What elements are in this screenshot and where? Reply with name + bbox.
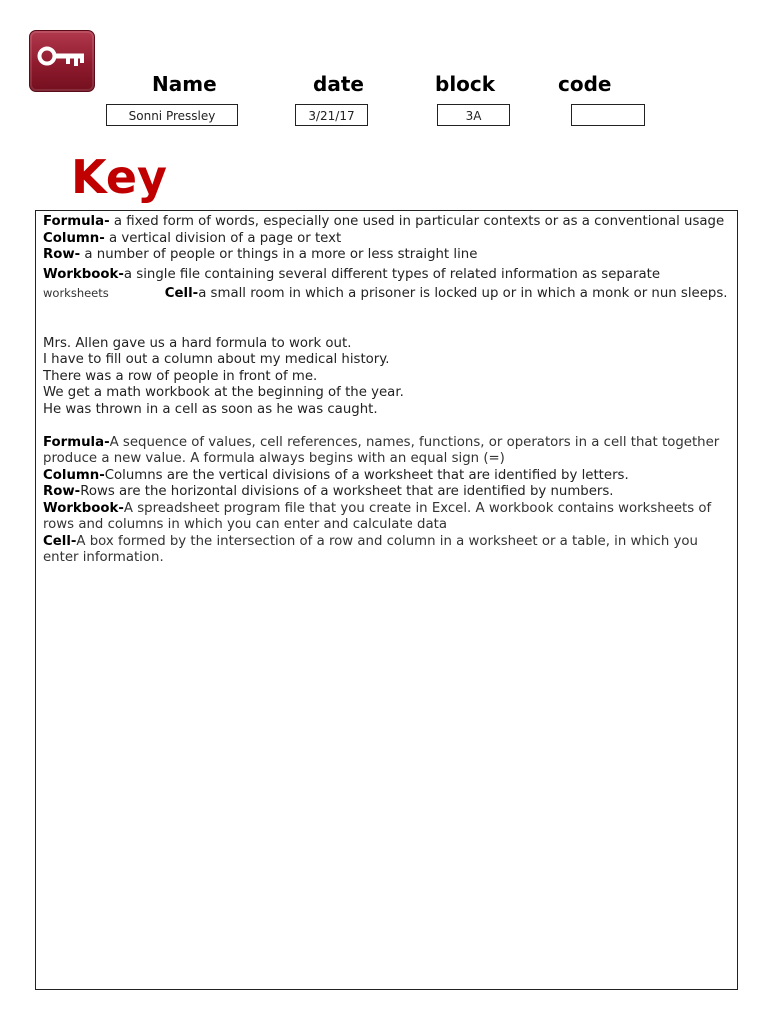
- definition-row: [43, 247, 730, 264]
- definition-workbook-cell: [43, 285, 730, 303]
- sentence: We get a math workbook at the beginning of the year.: [43, 385, 404, 400]
- definition-tail: worksheets: [43, 286, 109, 300]
- name-field[interactable]: Sonni Pressley: [106, 104, 238, 126]
- definition-column: [43, 231, 730, 248]
- term-label: Row-: [43, 247, 81, 262]
- definition-row-2: [43, 484, 730, 501]
- term-label: Cell-: [43, 533, 77, 549]
- page-title: Key: [71, 150, 168, 204]
- definition-text: a number of people or things in a more or less straight line: [80, 247, 478, 262]
- name-label: Name: [152, 72, 217, 96]
- definition-workbook: [43, 267, 730, 284]
- block-label: block: [435, 72, 496, 96]
- date-label: date: [313, 72, 364, 96]
- code-field[interactable]: [571, 104, 645, 126]
- date-field[interactable]: 3/21/17: [295, 104, 368, 126]
- sentence: There was a row of people in front of me.: [43, 368, 318, 384]
- code-label: code: [558, 72, 612, 96]
- term-label: Column-: [43, 467, 105, 483]
- answer-text-area[interactable]: [35, 210, 738, 990]
- term-label: Workbook-: [43, 500, 124, 516]
- definition-text: a fixed form of words, especially one used in particular contexts or as a conventional usage: [109, 214, 725, 229]
- definition-formula-2: [43, 435, 730, 468]
- term-label: Column-: [43, 230, 105, 246]
- definition-workbook-2: [43, 501, 730, 534]
- definition-text: a small room in which a prisoner is locked up or in which a monk or nun sleeps.: [198, 286, 728, 301]
- key-logo: [29, 30, 95, 92]
- term-label: Row-: [43, 484, 81, 499]
- term-label: Cell-: [164, 286, 199, 301]
- block-field[interactable]: 3A: [437, 104, 510, 126]
- definition-text: a vertical division of a page or text: [104, 230, 342, 246]
- definition-text: A spreadsheet program file that you create in Excel. A workbook contains worksheets of rows and columns in which you can enter and calculate data: [43, 500, 712, 532]
- definition-formula: [43, 214, 730, 231]
- definition-text: a single file containing several different types of related information as separate: [123, 266, 661, 282]
- definition-column-2: [43, 468, 730, 485]
- definition-cell-2: [43, 534, 730, 567]
- definition-text: A sequence of values, cell references, names, functions, or operators in a cell that together produce a new value. A formula always begins with an equal sign (=): [43, 434, 720, 466]
- term-label: Formula-: [43, 434, 110, 450]
- term-label: Workbook-: [43, 266, 124, 282]
- definition-text: Rows are the horizontal divisions of a worksheet that are identified by numbers.: [80, 484, 614, 499]
- sentence: Mrs. Allen gave us a hard formula to work out.: [43, 335, 352, 351]
- term-label: Formula-: [43, 214, 110, 229]
- sentence: I have to fill out a column about my medical history.: [43, 352, 390, 367]
- key-icon: [36, 45, 88, 73]
- definition-text: A box formed by the intersection of a row and column in a worksheet or a table, in which you enter information.: [43, 533, 698, 565]
- definition-text: Columns are the vertical divisions of a worksheet that are identified by letters.: [104, 467, 629, 483]
- sentence: He was thrown in a cell as soon as he was caught.: [43, 401, 378, 417]
